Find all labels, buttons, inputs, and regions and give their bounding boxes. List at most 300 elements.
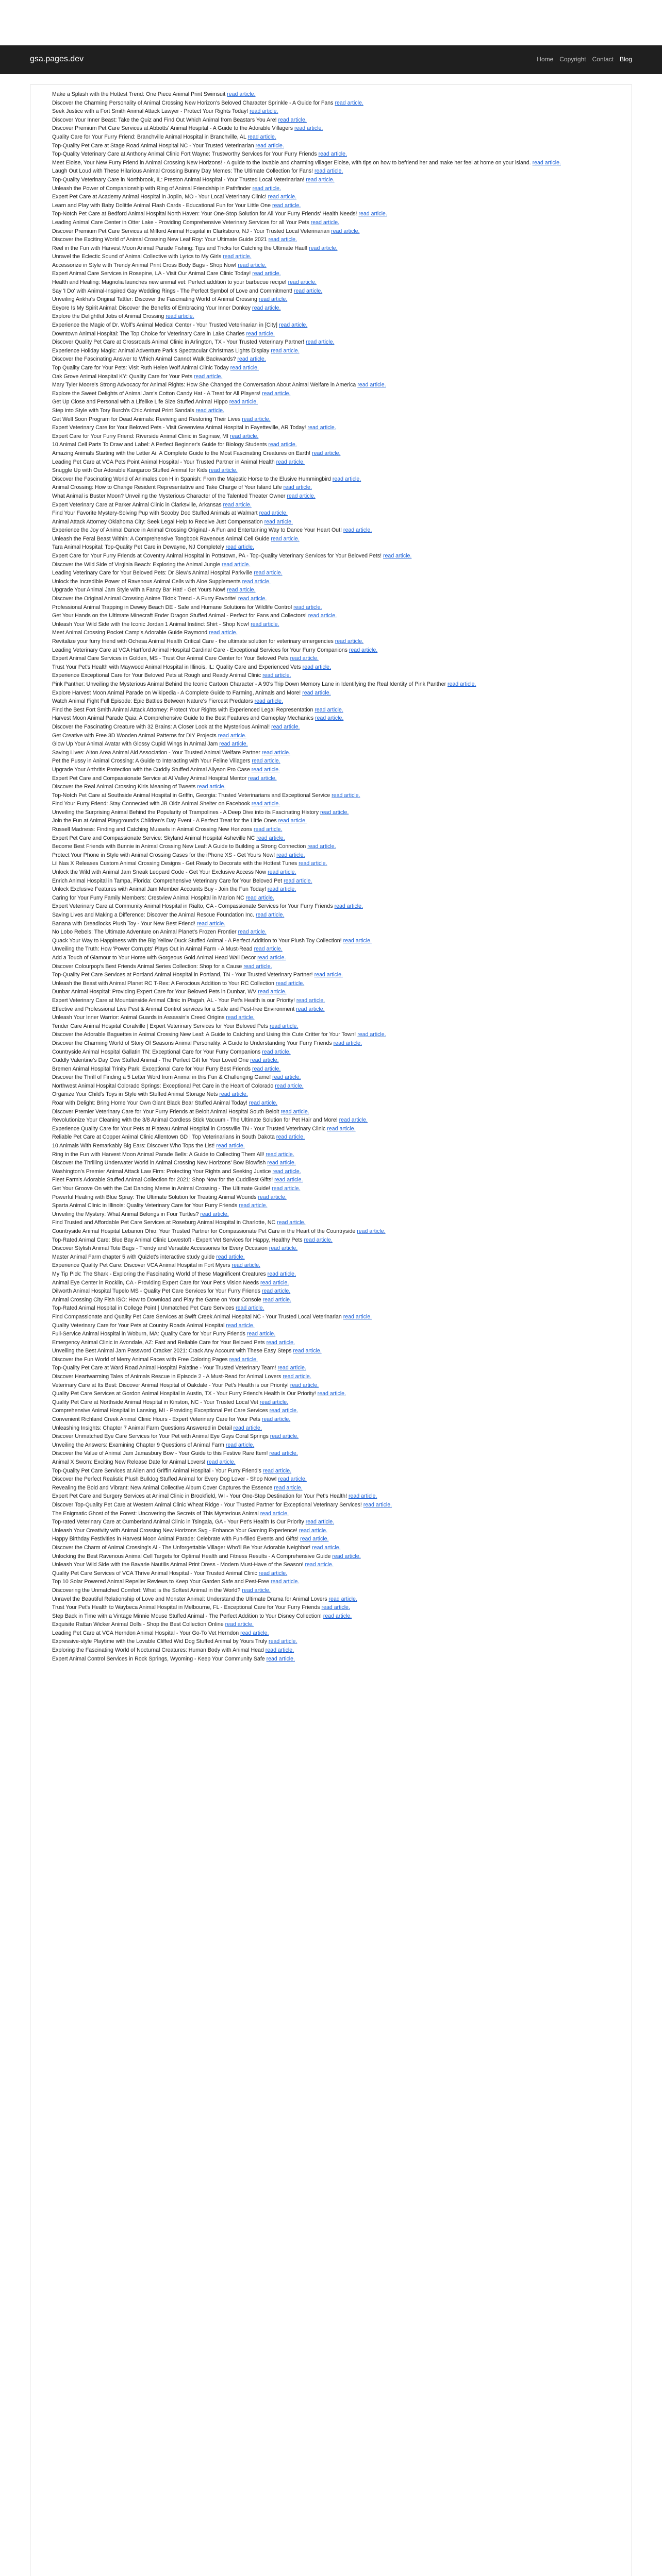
read-article-link[interactable]: read article. — [254, 570, 283, 577]
read-article-link[interactable]: read article. — [266, 1151, 294, 1158]
article-title: Enrich Animal Hospital in Tampa, Florida: Comprehensive Veterinary Care for Your Beloved Pet — [52, 877, 283, 884]
list-item — [52, 167, 623, 176]
read-article-link[interactable]: read article. — [315, 706, 343, 713]
read-article-link[interactable]: read article. — [248, 775, 277, 782]
read-article-link[interactable]: read article. — [272, 1168, 301, 1175]
read-article-link[interactable]: read article. — [274, 1177, 303, 1183]
read-article-link[interactable]: read article. — [261, 749, 291, 756]
read-article-link[interactable]: read article. — [321, 1604, 350, 1611]
read-article-link[interactable]: read article. — [209, 630, 238, 636]
list-item — [52, 1338, 623, 1347]
list-item — [52, 518, 623, 527]
read-article-link[interactable]: read article. — [253, 826, 283, 833]
article-title: Powerful Healing with Blue Spray: The Ultimate Solution for Treating Animal Wounds — [52, 1194, 257, 1200]
read-article-link[interactable]: read article. — [225, 1442, 255, 1448]
read-article-link[interactable]: read article. — [332, 792, 360, 799]
read-article-link[interactable]: read article. — [221, 561, 251, 568]
article-title: Trust Your Pet's Health with Maywood Animal Hospital in Illinois, IL: Quality Care and Experienced Vets — [52, 664, 301, 670]
list-item — [52, 1030, 623, 1039]
list-item — [52, 937, 623, 945]
article-title: Unleash Your Wild Side with the Bavarie Nautilis Animal Print Dress - Modern Must-Have of the Season! — [52, 1562, 304, 1568]
read-article-link[interactable]: read article. — [332, 476, 361, 482]
article-title: Quack Your Way to Happiness with the Big Yellow Duck Stuffed Animal - A Perfect Addition to Your Plush Toy Collection! — [52, 937, 342, 944]
article-title: Experience Exceptional Care for Your Beloved Pets at Rough and Ready Animal Clinic — [52, 672, 261, 679]
read-article-link[interactable]: read article. — [271, 1579, 300, 1585]
read-article-link[interactable]: read article. — [229, 1356, 258, 1363]
article-title: Lil Nas X Releases Custom Animal Crossing Designs - Get Ready to Decorate with the Hottest Tunes — [52, 860, 297, 867]
read-article-link[interactable]: read article. — [304, 1236, 333, 1243]
read-article-link[interactable]: read article. — [259, 1399, 289, 1405]
read-article-link[interactable]: read article. — [309, 245, 338, 251]
read-article-link[interactable]: read article. — [262, 1048, 291, 1055]
read-article-link[interactable]: read article. — [272, 1074, 301, 1081]
read-article-link[interactable]: read article. — [312, 450, 341, 456]
read-article-link[interactable]: read article. — [307, 843, 336, 850]
read-article-link[interactable]: read article. — [225, 544, 254, 551]
read-article-link[interactable]: read article. — [270, 1433, 299, 1440]
article-title: Tara Animal Hospital: Top-Quality Pet Care in Dewayne, NJ Completely — [52, 544, 224, 551]
read-article-link[interactable]: read article. — [249, 1100, 278, 1107]
read-article-link[interactable]: read article. — [276, 459, 305, 465]
article-title: My Tip Pick: The Shark - Exploring the Fascinating World of these Magnificent Creatures — [52, 1270, 266, 1277]
read-article-link[interactable]: read article. — [261, 1288, 291, 1295]
read-article-link[interactable]: read article. — [242, 1587, 271, 1594]
read-article-link[interactable]: read article. — [269, 1408, 298, 1414]
read-article-link[interactable]: read article. — [246, 1331, 276, 1337]
read-article-link[interactable]: read article. — [209, 467, 238, 474]
nav-blog[interactable]: Blog — [619, 56, 632, 63]
read-article-link[interactable]: read article. — [323, 1613, 352, 1619]
list-item — [52, 552, 623, 561]
read-article-link[interactable]: read article. — [216, 1143, 245, 1149]
read-article-link[interactable]: read article. — [197, 784, 226, 790]
article-title: No Lobo Rebels: The Ultimate Adventure on Animal Planet's Frozen Frontier — [52, 929, 237, 936]
list-item — [52, 1578, 623, 1586]
read-article-link[interactable]: read article. — [251, 801, 280, 807]
read-article-link[interactable]: read article. — [320, 809, 349, 816]
read-article-link[interactable]: read article. — [310, 219, 340, 226]
read-article-link[interactable]: read article. — [229, 399, 258, 405]
article-title: Emergency Animal Clinic in Avondale, AZ: Fast and Reliable Care for Your Beloved Pets — [52, 1339, 265, 1346]
list-item — [52, 252, 623, 261]
read-article-link[interactable]: read article. — [284, 877, 312, 884]
read-article-link[interactable]: read article. — [331, 228, 360, 234]
read-article-link[interactable]: read article. — [238, 262, 267, 268]
read-article-link[interactable]: read article. — [277, 1219, 306, 1226]
read-article-link[interactable]: read article. — [278, 322, 308, 329]
article-title: Expert Pet Care at Academy Animal Hospital in Joplin, MO - Your Local Veterinary Clinic! — [52, 194, 267, 200]
list-item — [52, 466, 623, 475]
article-title: Revitalize your furry friend with Ochesa Animal Health Critical Care - the ultimate solution for veterinary emergencies — [52, 638, 334, 645]
read-article-link[interactable]: read article. — [196, 920, 226, 927]
read-article-link[interactable]: read article. — [271, 347, 300, 354]
read-article-link[interactable]: read article. — [302, 689, 331, 696]
read-article-link[interactable]: read article. — [363, 1501, 392, 1508]
read-article-link[interactable]: read article. — [318, 151, 347, 158]
read-article-link[interactable]: read article. — [195, 407, 224, 414]
read-article-link[interactable]: read article. — [258, 1570, 288, 1577]
read-article-link[interactable]: read article. — [238, 596, 267, 602]
read-article-link[interactable]: read article. — [305, 1519, 335, 1526]
list-item — [52, 1381, 623, 1390]
article-title: Get Creative with Free 3D Wooden Animal Patterns for DIY Projects — [52, 732, 217, 739]
read-article-link[interactable]: read article. — [245, 894, 274, 901]
article-title: Trust Your Pet's Health to Waybeca Animal Hospital in Melbourne, FL - Exceptional Care for Your Furry Friends — [52, 1604, 320, 1611]
article-title: Reliable Pet Care at Copper Animal Clinic Allentown GD | Top Veterinarians in South Dakota — [52, 1134, 275, 1141]
read-article-link[interactable]: read article. — [293, 287, 323, 294]
read-article-link[interactable]: read article. — [277, 1365, 306, 1371]
read-article-link[interactable]: read article. — [266, 1655, 295, 1662]
read-article-link[interactable]: read article. — [283, 1374, 311, 1380]
read-article-link[interactable]: read article. — [317, 1391, 346, 1397]
read-article-link[interactable]: read article. — [256, 835, 285, 841]
article-title: Animal Eye Center in Rocklin, CA - Providing Expert Care for Your Pet's Vision Needs — [52, 1279, 259, 1286]
nav-contact[interactable]: Contact — [592, 56, 614, 63]
read-article-link[interactable]: read article. — [357, 382, 386, 388]
read-article-link[interactable]: read article. — [269, 1245, 298, 1252]
read-article-link[interactable]: read article. — [250, 108, 278, 115]
list-item — [52, 159, 623, 167]
read-article-link[interactable]: read article. — [271, 535, 300, 542]
read-article-link[interactable]: read article. — [225, 1621, 254, 1628]
read-article-link[interactable]: read article. — [262, 390, 291, 397]
list-item — [52, 766, 623, 774]
article-title: Expert Pet Care and Compassionate Service: Skyland Animal Hospital Asheville NC — [52, 835, 255, 841]
read-article-link[interactable]: read article. — [261, 1416, 291, 1423]
read-article-link[interactable]: read article. — [327, 1125, 356, 1132]
article-title: Discover the Exciting World of Animal Crossing New Leaf Roy: Your Ultimate Guide 2021 — [52, 236, 267, 243]
read-article-link[interactable]: read article. — [260, 1510, 289, 1517]
read-article-link[interactable]: read article. — [236, 1305, 264, 1312]
list-item — [52, 501, 623, 510]
list-item — [52, 1321, 623, 1330]
read-article-link[interactable]: read article. — [258, 1194, 287, 1200]
read-article-link[interactable]: read article. — [312, 1544, 341, 1551]
read-article-link[interactable]: read article. — [242, 416, 271, 422]
article-title: Unveiling the Answers: Examining Chapter 9 Questions of Animal Farm — [52, 1442, 224, 1448]
read-article-link[interactable]: read article. — [280, 1108, 309, 1115]
read-article-link[interactable]: read article. — [328, 1596, 357, 1602]
list-item — [52, 654, 623, 663]
read-article-link[interactable]: read article. — [357, 1031, 386, 1038]
read-article-link[interactable]: read article. — [207, 1459, 236, 1465]
read-article-link[interactable]: read article. — [268, 236, 297, 243]
read-article-link[interactable]: read article. — [267, 886, 296, 893]
read-article-link[interactable]: read article. — [252, 758, 280, 765]
read-article-link[interactable]: read article. — [218, 732, 247, 739]
nav-home[interactable]: Home — [537, 56, 554, 63]
list-item — [52, 406, 623, 415]
list-item — [52, 595, 623, 603]
article-title: Leading Veterinary Care for Your Beloved Pets: Dr Siew's Animal Hospital Parkville — [52, 570, 253, 577]
article-title: Top-Rated Animal Hospital in College Point | Unmatched Pet Care Services — [52, 1305, 235, 1312]
article-title: Experience Quality Pet Care: Discover VCA Animal Hospital in Fort Myers — [52, 1262, 230, 1269]
nav-copyright[interactable]: Copyright — [559, 56, 586, 63]
read-article-link[interactable]: read article. — [166, 313, 194, 320]
read-article-link[interactable]: read article. — [252, 185, 282, 192]
read-article-link[interactable]: read article. — [343, 937, 372, 944]
read-article-link[interactable]: read article. — [267, 1270, 296, 1277]
read-article-link[interactable]: read article. — [251, 766, 280, 773]
list-item — [52, 372, 623, 381]
read-article-link[interactable]: read article. — [194, 373, 223, 380]
read-article-link[interactable]: read article. — [270, 1023, 299, 1029]
list-item — [52, 561, 623, 569]
read-article-link[interactable]: read article. — [243, 963, 272, 970]
read-article-link[interactable]: read article. — [226, 1014, 255, 1021]
article-title: Discover the Charming Personality of Animal Crossing New Horizon's Beloved Character Sprinkle - A Guide for Fans — [52, 99, 334, 106]
read-article-link[interactable]: read article. — [276, 1134, 305, 1141]
read-article-link[interactable]: read article. — [335, 638, 364, 645]
read-article-link[interactable]: read article. — [219, 741, 248, 748]
list-item — [52, 440, 623, 449]
read-article-link[interactable]: read article. — [233, 1425, 262, 1431]
site-brand[interactable]: gsa.pages.dev — [30, 55, 84, 63]
list-item — [52, 1612, 623, 1621]
list-item — [52, 1501, 623, 1510]
read-article-link[interactable]: read article. — [314, 972, 343, 978]
list-item — [52, 1253, 623, 1262]
read-article-link[interactable]: read article. — [271, 723, 300, 730]
article-title: Happy Birthday Festivities in Harvest Moon Animal Parade: Celebrate with Fun-filled Events and Gifts! — [52, 1536, 299, 1543]
article-title: Discover the Adorable Baguettes in Animal Crossing New Leaf: A Guide to Catching and Using this Cute Critter for Your Town! — [52, 1031, 356, 1038]
article-title: Exquisite Rattan Wicker Animal Dolls - Shop the Best Collection Online — [52, 1621, 224, 1628]
read-article-link[interactable]: read article. — [299, 1527, 328, 1534]
read-article-link[interactable]: read article. — [278, 116, 307, 123]
list-item — [52, 578, 623, 586]
read-article-link[interactable]: read article. — [349, 647, 378, 653]
article-title: Upgrade Your Animal Jam Style with a Fancy Bar Hat! - Get Yours Now! — [52, 587, 226, 594]
read-article-link[interactable]: read article. — [307, 425, 336, 431]
read-article-link[interactable]: read article. — [250, 1057, 279, 1064]
read-article-link[interactable]: read article. — [255, 142, 284, 149]
read-article-link[interactable]: read article. — [532, 159, 561, 166]
read-article-link[interactable]: read article. — [230, 365, 259, 371]
read-article-link[interactable]: read article. — [252, 1065, 281, 1072]
read-article-link[interactable]: read article. — [262, 1296, 292, 1303]
list-item — [52, 825, 623, 834]
list-item — [52, 269, 623, 278]
article-title: Top-rated Veterinary Care at Cumberland Animal Clinic in Tsingala, GA - Your Pet's Health Is Our Priority — [52, 1519, 304, 1526]
list-item — [52, 184, 623, 193]
read-article-link[interactable]: read article. — [339, 1117, 368, 1124]
read-article-link[interactable]: read article. — [231, 1262, 260, 1269]
read-article-link[interactable]: read article. — [287, 493, 316, 499]
read-article-link[interactable]: read article. — [268, 869, 296, 876]
list-item — [52, 347, 623, 355]
read-article-link[interactable]: read article. — [334, 903, 363, 910]
read-article-link[interactable]: read article. — [257, 954, 286, 961]
list-item — [52, 227, 623, 236]
read-article-link[interactable]: read article. — [255, 912, 285, 918]
read-article-link[interactable]: read article. — [293, 604, 322, 611]
read-article-link[interactable]: read article. — [251, 621, 279, 628]
list-item — [52, 1176, 623, 1184]
read-article-link[interactable]: read article. — [258, 296, 288, 303]
read-article-link[interactable]: read article. — [239, 1202, 268, 1209]
read-article-link[interactable]: read article. — [267, 1160, 296, 1166]
read-article-link[interactable]: read article. — [252, 270, 281, 277]
read-article-link[interactable]: read article. — [223, 501, 252, 508]
article-title: Professional Animal Trapping in Dewey Beach DE - Safe and Humane Solutions for Wildlife Control — [52, 604, 292, 611]
read-article-link[interactable]: read article. — [258, 989, 287, 995]
list-item — [52, 304, 623, 313]
read-article-link[interactable]: read article. — [227, 587, 256, 594]
article-title: Top-Quality Veterinary Care at Anthony Animal Clinic Fort Wayne: Trustworthy Services for Your Furry Friends — [52, 151, 317, 158]
read-article-link[interactable]: read article. — [268, 194, 297, 200]
read-article-link[interactable]: read article. — [216, 1253, 245, 1260]
article-title: Step into Style with Tory Burch's Chic Animal Print Sandals — [52, 407, 194, 414]
read-article-link[interactable]: read article. — [238, 929, 267, 936]
read-article-link[interactable]: read article. — [293, 1348, 322, 1354]
read-article-link[interactable]: read article. — [227, 91, 256, 97]
list-item — [52, 800, 623, 808]
article-title: Explore Harvest Moon Animal Parade on Wikipedia - A Complete Guide to Farming, Animals and More! — [52, 689, 301, 696]
read-article-link[interactable]: read article. — [264, 518, 293, 525]
list-item — [52, 1561, 623, 1569]
list-item — [52, 1441, 623, 1450]
list-item — [52, 261, 623, 270]
read-article-link[interactable]: read article. — [283, 484, 312, 491]
read-article-link[interactable]: read article. — [308, 613, 337, 619]
list-item — [52, 1125, 623, 1133]
read-article-link[interactable]: read article. — [276, 852, 305, 858]
read-article-link[interactable]: read article. — [358, 211, 387, 217]
article-title: Roar with Delight: Bring Home Your Own Giant Black Bear Stuffed Animal Today! — [52, 1100, 247, 1107]
list-item — [52, 278, 623, 287]
read-article-link[interactable]: read article. — [294, 125, 323, 132]
read-article-link[interactable]: read article. — [383, 553, 412, 560]
list-item — [52, 1270, 623, 1279]
read-article-link[interactable]: read article. — [306, 339, 335, 346]
read-article-link[interactable]: read article. — [314, 168, 343, 175]
article-title: Unveiling the Mystery: What Animal Belongs in Four Turtles? — [52, 1211, 199, 1217]
read-article-link[interactable]: read article. — [357, 1228, 386, 1234]
list-item — [52, 1244, 623, 1253]
article-title: Unveiling Ankha's Original Tattler: Discover the Fascinating World of Animal Crossing — [52, 296, 257, 303]
article-title: Saving Lives: Alton Area Animal Aid Association - Your Trusted Animal Welfare Partner — [52, 749, 260, 756]
article-title: Leading Veterinary Care at VCA Hartford Animal Hospital Cardinal Care - Exceptional Services for Your Furry Companions — [52, 647, 347, 653]
read-article-link[interactable]: read article. — [300, 1536, 329, 1543]
read-article-link[interactable]: read article. — [290, 655, 319, 662]
read-article-link[interactable]: read article. — [262, 672, 291, 679]
read-article-link[interactable]: read article. — [296, 1006, 325, 1012]
article-title: Veterinary Care at Its Best: Discover Animal Hospital of Oakdale - Your Pet's Health is our Priority! — [52, 1382, 289, 1388]
list-item — [52, 586, 623, 595]
article-title: Discover Quality Pet Care at Crossroads Animal Clinic in Arlington, TX - Your Trusted Veterinary Partner! — [52, 339, 305, 346]
read-article-link[interactable]: read article. — [296, 997, 325, 1004]
read-article-link[interactable]: read article. — [242, 578, 271, 585]
read-article-link[interactable]: read article. — [240, 1630, 269, 1636]
article-title: Unveiling the Best Animal Jam Password Cracker 2021: Crack Any Account with These Easy Steps — [52, 1348, 292, 1354]
list-item — [52, 1022, 623, 1031]
list-item — [52, 1082, 623, 1091]
article-title: Dilworth Animal Hospital Tupelo MS - Quality Pet Care Services for Your Furry Friends — [52, 1288, 260, 1295]
read-article-link[interactable]: read article. — [269, 1638, 297, 1645]
read-article-link[interactable]: read article. — [246, 330, 275, 337]
article-title: Leading Animal Care Center in Otter Lake - Providing Comprehensive Veterinary Services for all Your Pets — [52, 219, 309, 226]
list-item — [52, 312, 623, 321]
read-article-link[interactable]: read article. — [259, 510, 288, 517]
list-item — [52, 321, 623, 330]
read-article-link[interactable]: read article. — [278, 818, 307, 824]
list-item — [52, 432, 623, 441]
read-article-link[interactable]: read article. — [299, 860, 327, 867]
read-article-link[interactable]: read article. — [266, 1339, 295, 1346]
read-article-link[interactable]: read article. — [315, 715, 344, 722]
article-title: Expert Care for Your Furry Friend: Riverside Animal Clinic in Saginaw, MI — [52, 433, 229, 439]
read-article-link[interactable]: read article. — [447, 681, 476, 687]
read-article-link[interactable]: read article. — [219, 1091, 248, 1098]
read-article-link[interactable]: read article. — [265, 1647, 294, 1654]
read-article-link[interactable]: read article. — [262, 1467, 292, 1474]
read-article-link[interactable]: read article. — [305, 1562, 334, 1568]
article-title: Expert Veterinary Care at Mountainside Animal Clinic in Pisgah, AL - Your Pet's Health is our Priority! — [52, 997, 295, 1004]
read-article-link[interactable]: read article. — [254, 946, 283, 953]
read-article-link[interactable]: read article. — [290, 1382, 319, 1388]
read-article-link[interactable]: read article. — [269, 1450, 298, 1457]
article-title: Get Well Soon Program for Dead Animals: Reviving and Restoring Their Lives — [52, 416, 241, 422]
article-title: Unleash Your Inner Warrior: Animal Guards in Assassin's Creed Origins — [52, 1014, 225, 1021]
article-title: Unveiling the Truth: How 'Power Corrupts' Plays Out in Animal Farm - A Must-Read — [52, 946, 253, 953]
read-article-link[interactable]: read article. — [252, 304, 281, 311]
read-article-link[interactable]: read article. — [272, 202, 301, 209]
list-item — [52, 338, 623, 347]
list-item — [52, 954, 623, 962]
read-article-link[interactable]: read article. — [278, 1476, 307, 1483]
read-article-link[interactable]: read article. — [333, 1040, 362, 1046]
read-article-link[interactable]: read article. — [348, 1493, 377, 1500]
read-article-link[interactable]: read article. — [226, 1322, 255, 1329]
article-title: Quality Pet Care Services at Gordon Animal Hospital in Austin, TX - Your Furry Friend's Health is Our Priority! — [52, 1391, 316, 1397]
article-title: Discover Your Inner Beast: Take the Quiz and Find Out Which Animal from Beastars You Are! — [52, 116, 277, 123]
article-title: Experience the Magic of Dr. Wolf's Animal Medical Center - Your Trusted Veterinarian in [City] — [52, 322, 277, 329]
list-item — [52, 1595, 623, 1604]
read-article-link[interactable]: read article. — [343, 527, 372, 534]
read-article-link[interactable]: read article. — [272, 1185, 301, 1192]
read-article-link[interactable]: read article. — [332, 1553, 361, 1560]
list-item — [52, 732, 623, 740]
article-title: Explore the Sweet Delights of Animal Jam's Cotton Candy Hat - A Treat for All Players! — [52, 390, 261, 397]
read-article-link[interactable]: read article. — [247, 133, 276, 140]
read-article-link[interactable]: read article. — [268, 442, 297, 448]
read-article-link[interactable]: read article. — [254, 698, 283, 705]
read-article-link[interactable]: read article. — [335, 99, 363, 106]
read-article-link[interactable]: read article. — [275, 980, 305, 987]
read-article-link[interactable]: read article. — [223, 253, 252, 260]
list-item — [52, 1330, 623, 1338]
read-article-link[interactable]: read article. — [302, 664, 332, 670]
read-article-link[interactable]: read article. — [200, 1211, 229, 1217]
read-article-link[interactable]: read article. — [260, 1279, 289, 1286]
read-article-link[interactable]: read article. — [275, 1082, 304, 1089]
read-article-link[interactable]: read article. — [274, 1484, 303, 1491]
read-article-link[interactable]: read article. — [343, 1313, 372, 1320]
nav-links — [537, 56, 632, 63]
read-article-link[interactable]: read article. — [230, 433, 259, 439]
article-title: Discover the Fascinating Creature with 32 Brains: A Closer Look at the Mysterious Animal! — [52, 723, 270, 730]
article-title: Expert Animal Care Services in Golden, MS - Trust Our Animal Care Center for Your Beloved Pets — [52, 655, 289, 662]
read-article-link[interactable]: read article. — [288, 279, 317, 286]
article-title: Unlocking the Best Ravenous Animal Cell Targets for Optimal Health and Fitness Results - A Comprehensive Guide — [52, 1553, 331, 1560]
read-article-link[interactable]: read article. — [306, 176, 335, 183]
article-title: Washington's Premier Animal Attack Law Firm: Protecting Your Rights and Seeking Justice — [52, 1168, 271, 1175]
article-title: Top Quality Care for Your Pets: Visit Ruth Helen Wolf Animal Clinic Today — [52, 365, 229, 371]
list-item — [52, 1484, 623, 1493]
read-article-link[interactable]: read article. — [237, 356, 266, 363]
list-item — [52, 842, 623, 851]
list-item — [52, 1415, 623, 1424]
